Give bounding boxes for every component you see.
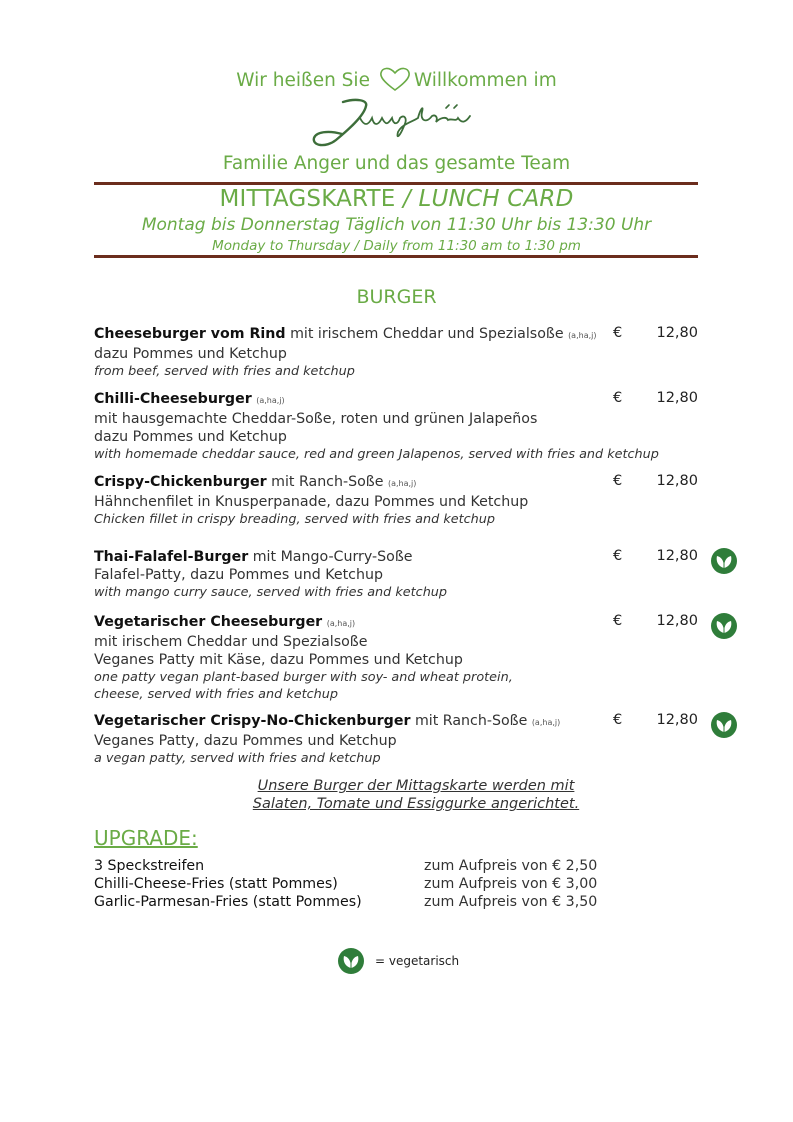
item-line: Hähnchenfilet in Knusperpanade, dazu Pommes und Ketchup: [94, 494, 529, 510]
item-line: dazu Pommes und Ketchup: [94, 429, 287, 445]
menu-item: [94, 325, 734, 380]
vegetarian-leaf-icon: [711, 712, 737, 738]
item-en: with homemade cheddar sauce, red and green Jalapenos, served with fries and ketchup: [94, 447, 659, 462]
hours-de: Montag bis Donnerstag Täglich von 11:30 Uhr bis 13:30 Uhr: [141, 215, 652, 235]
item-name: Cheeseburger vom Rind: [94, 326, 286, 342]
item-price: 12,80: [656, 712, 698, 728]
welcome-line: [0, 66, 793, 92]
item-en: cheese, served with fries and ketchup: [94, 687, 338, 702]
divider-top: [94, 182, 698, 185]
item-line: Falafel-Patty, dazu Pommes und Ketchup: [94, 567, 383, 583]
jungbraeu-logo: [308, 96, 478, 152]
section-title: BURGER: [356, 286, 437, 308]
legend-text: = vegetarisch: [375, 954, 460, 968]
menu-title-sep: /: [395, 186, 419, 212]
currency-symbol: €: [613, 712, 623, 728]
item-desc: mit Ranch-Soße: [266, 474, 388, 490]
item-en: one patty vegan plant-based burger with soy- and wheat protein,: [94, 670, 513, 685]
item-en: from beef, served with fries and ketchup: [94, 364, 355, 379]
hours-en: Monday to Thursday / Daily from 11:30 am to 1:30 pm: [212, 238, 581, 254]
menu-title: [0, 186, 793, 212]
item-line: mit hausgemachte Cheddar-Soße, roten und grünen Jalapeños: [94, 411, 538, 427]
burger-note: [94, 777, 738, 813]
item-line: Veganes Patty mit Käse, dazu Pommes und Ketchup: [94, 652, 463, 668]
item-allergens: (a,ha,j): [387, 479, 417, 488]
currency-symbol: €: [613, 613, 623, 629]
item-line: Veganes Patty, dazu Pommes und Ketchup: [94, 733, 397, 749]
upgrade-price: zum Aufpreis von € 3,50: [424, 894, 598, 910]
upgrade-label: Garlic-Parmesan-Fries (statt Pommes): [94, 894, 362, 910]
item-name: Vegetarischer Crispy-No-Chickenburger: [94, 713, 411, 729]
item-line: mit irischem Cheddar und Spezialsoße: [94, 634, 368, 650]
item-price: 12,80: [656, 325, 698, 341]
menu-item: [94, 473, 734, 528]
item-allergens: (a,ha,j): [568, 331, 597, 340]
menu-title-de: MITTAGSKARTE: [219, 186, 396, 212]
upgrade-price: zum Aufpreis von € 3,00: [424, 876, 598, 892]
vegetarian-leaf-icon: [711, 613, 737, 639]
welcome-text-after: Willkommen im: [413, 70, 557, 91]
item-price: 12,80: [656, 548, 698, 564]
heart-icon: [378, 66, 412, 92]
upgrade-price: zum Aufpreis von € 2,50: [424, 858, 598, 874]
item-price: 12,80: [656, 473, 698, 489]
divider-bottom: [94, 255, 698, 258]
currency-symbol: €: [613, 390, 623, 406]
welcome-text-before: Wir heißen Sie: [236, 70, 370, 91]
item-name: Vegetarischer Cheeseburger: [94, 614, 323, 630]
menu-title-en: LUNCH CARD: [418, 186, 574, 212]
currency-symbol: €: [613, 548, 623, 564]
item-desc: mit Ranch-Soße: [410, 713, 532, 729]
burger-note-line: Salaten, Tomate und Essiggurke angerichtet.: [252, 796, 580, 812]
family-line: Familie Anger und das gesamte Team: [222, 153, 571, 174]
item-name: Thai-Falafel-Burger: [94, 549, 249, 565]
legend: [338, 948, 460, 977]
leaf-icon: [338, 948, 364, 974]
menu-item: [94, 548, 734, 601]
vegetarian-leaf-icon: [711, 548, 737, 574]
upgrade-label: 3 Speckstreifen: [94, 858, 205, 874]
item-price: 12,80: [656, 390, 698, 406]
menu-item: [94, 613, 734, 703]
item-line: dazu Pommes und Ketchup: [94, 346, 287, 362]
burger-note-line: Unsere Burger der Mittagskarte werden mit: [257, 778, 575, 794]
upgrade-label: Chilli-Cheese-Fries (statt Pommes): [94, 876, 338, 892]
item-desc: mit Mango-Curry-Soße: [248, 549, 413, 565]
item-name: Crispy-Chickenburger: [94, 474, 267, 490]
item-allergens: (a,ha,j): [531, 718, 561, 727]
item-price: 12,80: [656, 613, 698, 629]
item-name: Chilli-Cheeseburger: [94, 391, 252, 407]
item-allergens: (a,ha,j): [326, 619, 356, 628]
currency-symbol: €: [613, 473, 623, 489]
menu-item: [94, 712, 734, 767]
currency-symbol: €: [613, 325, 623, 341]
item-en: a vegan patty, served with fries and ketchup: [94, 751, 381, 766]
item-desc: mit irischem Cheddar und Spezialsoße: [285, 326, 569, 342]
menu-item: [94, 390, 734, 463]
item-allergens: (a,ha,j): [256, 396, 285, 405]
upgrade-title: UPGRADE:: [94, 826, 198, 850]
item-en: Chicken fillet in crispy breading, served with fries and ketchup: [94, 512, 496, 527]
item-en: with mango curry sauce, served with fries and ketchup: [94, 585, 448, 600]
